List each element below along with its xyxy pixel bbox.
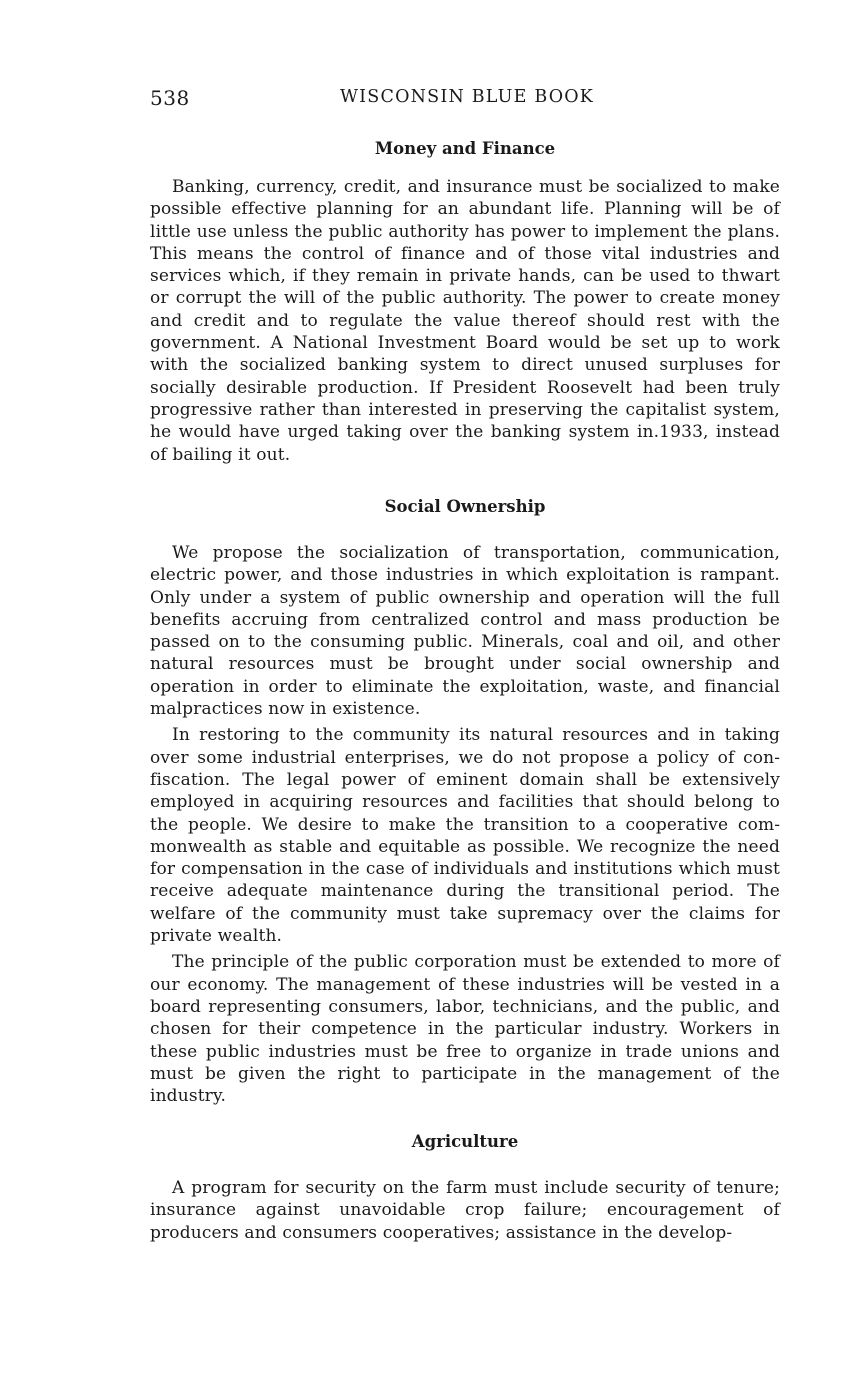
section-body-social-ownership <box>150 542 780 1107</box>
section-body-money-and-finance <box>150 176 780 466</box>
paragraph: We propose the socialization of transportation, communication, electric power, and those industries in which exploitation is rampant. Only under a system of public ownership and operation will the full benefits accruing from centralized control and mass production be passed on to the consuming public. Minerals, coal and oil, and other natural resources must be brought under social ownership and operation in order to eliminate the exploitation, waste, and financial malpractices now in existence. <box>150 543 780 720</box>
running-title: WISCONSIN BLUE BOOK <box>340 87 595 107</box>
paragraph: The principle of the public corporation must be extended to more of our economy. The management of these industries will be vested in a board representing consumers, labor, technicians, and the public, and chosen for their competence in the particular industry. Workers in these public industries must be free to organize in trade unions and must be given the right to participate in the management of the industry. <box>150 952 780 1107</box>
paragraph: In restoring to the community its natural resources and in taking over some industrial enterprises, we do not propose a policy of confiscation. The legal power of eminent domain shall be extensively employed in acquiring resources and facilities that should belong to the people. We desire to make the transition to a cooperative commonwealth as stable and equitable as possible. We recognize the need for compensation in the case of individuals and institutions which must receive adequate maintenance during the transitional period. The welfare of the community must take supremacy over the claims for private wealth. <box>150 725 780 947</box>
section-heading-agriculture: Agriculture <box>411 1132 519 1151</box>
section-heading-social-ownership: Social Ownership <box>384 497 546 516</box>
section-body-agriculture <box>150 1177 780 1244</box>
running-head <box>150 86 780 110</box>
page-number: 538 <box>150 86 190 110</box>
paragraph: A program for security on the farm must include security of tenure; insurance against unavoidable crop failure; encouragement of producers and consumers cooperatives; assistance in the develop- <box>150 1178 780 1243</box>
section-heading-money-and-finance: Money and Finance <box>374 139 556 158</box>
paragraph: Banking, currency, credit, and insurance must be socialized to make possible effective planning for an abundant life. Planning will be of little use unless the public authority has power to implement the plans. This means the control of finance and of those vital industries and services which, if they remain in private hands, can be used to thwart or corrupt the will of the public authority. The power to create money and credit and to regulate the value thereof should rest with the government. A National Investment Board would be set up to work with the socialized banking system to direct unused surpluses for socially desirable production. If President Roosevelt had been truly progressive rather than interested in preserving the capitalist system, he would have urged taking over the banking system in.1933, instead of bailing it out. <box>150 177 780 465</box>
